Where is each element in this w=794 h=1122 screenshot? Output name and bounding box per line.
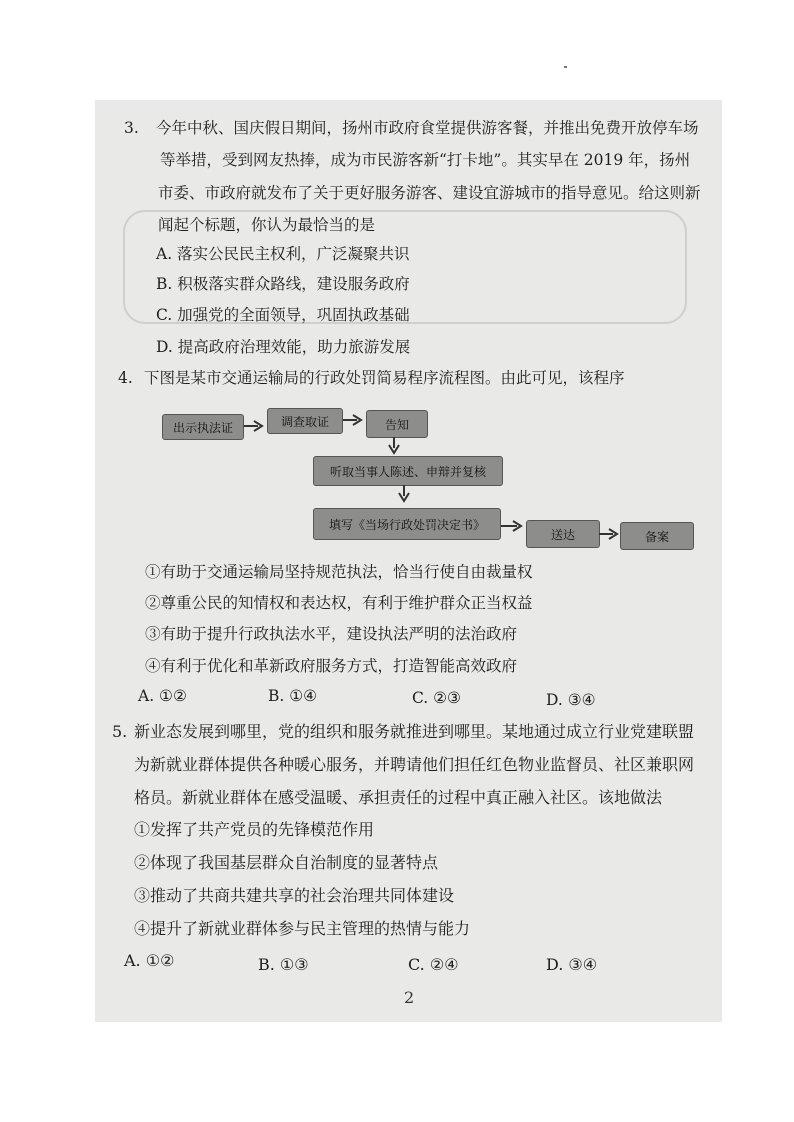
flow-arrow-1 — [244, 418, 266, 434]
q3-line3: 市委、市政府就发布了关于更好服务游客、建设宜游城市的指导意见。给这则新 — [158, 184, 701, 202]
q5-choice-b: B. ①③ — [258, 955, 309, 974]
q5-choice-a: A. ①② — [124, 951, 175, 970]
page-number: 2 — [404, 988, 415, 1007]
q4-statement-3: ③有助于提升行政执法水平，建设执法严明的法治政府 — [145, 625, 518, 643]
q3-line1: 今年中秋、国庆假日期间，扬州市政府食堂提供游客餐，并推出免费开放停车场 — [156, 119, 699, 137]
speck — [564, 66, 567, 68]
q5-statement-4: ④提升了新就业群体参与民主管理的热情与能力 — [134, 919, 471, 938]
flow-step-hear-statement: 听取当事人陈述、申辩并复核 — [313, 456, 503, 486]
flow-arrow-4 — [396, 485, 412, 503]
q4-stem: 下图是某市交通运输局的行政处罚简易程序流程图。由此可见，该程序 — [144, 369, 625, 387]
q4-statement-4: ④有利于优化和革新政府服务方式，打造智能高效政府 — [145, 657, 518, 675]
q3-option-c: C. 加强党的全面领导，巩固执政基础 — [156, 306, 410, 324]
q5-line2: 为新就业群体提供各种暖心服务，并聘请他们担任红色物业监督员、社区兼职网 — [134, 755, 695, 774]
q3-line4: 闻起个标题，你认为最恰当的是 — [158, 216, 376, 234]
q4-choice-a: A. ①② — [138, 687, 187, 705]
flow-step-notify: 告知 — [366, 410, 428, 438]
q5-choice-d: D. ③④ — [546, 955, 598, 974]
q5-choice-c: C. ②④ — [408, 955, 459, 974]
flow-step-show-license: 出示执法证 — [162, 414, 244, 440]
flow-step-record: 备案 — [620, 522, 694, 550]
q5-line3: 格员。新就业群体在感受温暖、承担责任的过程中真正融入社区。该地做法 — [134, 788, 663, 807]
q3-option-b: B. 积极落实群众路线，建设服务政府 — [156, 275, 410, 293]
flow-step-deliver: 送达 — [526, 520, 600, 548]
q4-statement-2: ②尊重公民的知情权和表达权，有利于维护群众正当权益 — [145, 594, 533, 612]
q4-statement-1: ①有助于交通运输局坚持规范执法，恰当行使自由裁量权 — [145, 563, 533, 581]
q4-number: 4. — [118, 369, 133, 387]
q4-choice-b: B. ①④ — [268, 687, 318, 705]
q5-statement-2: ②体现了我国基层群众自治制度的显著特点 — [134, 853, 439, 872]
q5-line1: 新业态发展到哪里，党的组织和服务就推进到哪里。某地通过成立行业党建联盟 — [134, 722, 695, 741]
q4-choice-c: C. ②③ — [412, 689, 461, 707]
exam-page — [95, 100, 722, 1022]
q5-statement-3: ③推动了共商共建共享的社会治理共同体建设 — [134, 886, 455, 905]
flow-step-investigate: 调查取证 — [267, 408, 343, 434]
flow-arrow-2 — [343, 412, 365, 428]
q3-option-a: A. 落实公民民主权利，广泛凝聚共识 — [156, 245, 410, 263]
q5-statement-1: ①发挥了共产党员的先锋模范作用 — [134, 820, 375, 839]
flow-arrow-3 — [386, 437, 402, 455]
q5-number: 5. — [112, 722, 128, 741]
flow-arrow-5 — [501, 518, 525, 534]
q3-line2: 等举措，受到网友热捧，成为市民游客新“打卡地”。其实早在 2019 年，扬州 — [160, 151, 691, 169]
flow-arrow-6 — [599, 526, 621, 542]
flow-step-fill-decision: 填写《当场行政处罚决定书》 — [313, 508, 501, 540]
q4-choice-d: D. ③④ — [546, 691, 596, 709]
q3-option-d: D. 提高政府治理效能，助力旅游发展 — [156, 338, 411, 356]
q3-number: 3. — [124, 119, 139, 137]
